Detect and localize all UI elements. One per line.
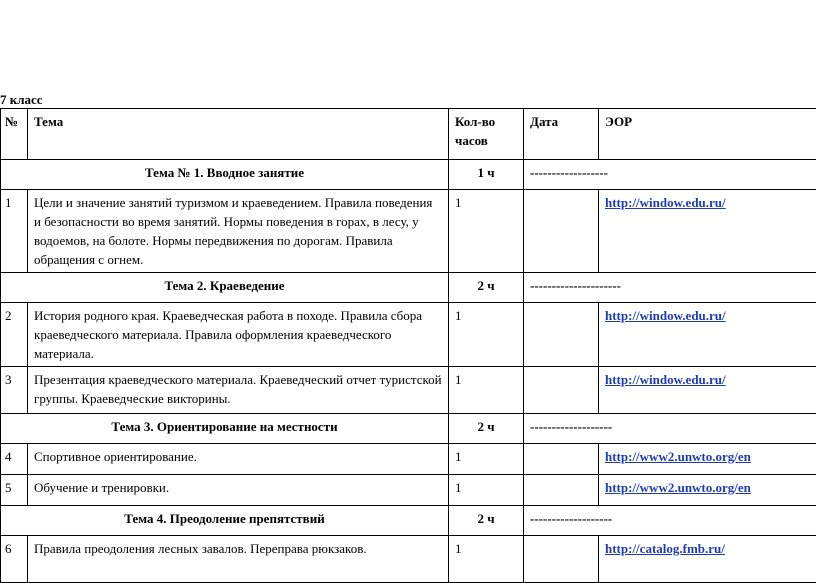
row-num: 5 (1, 475, 28, 506)
row-eor-cell (599, 536, 816, 583)
row-hours: 1 (449, 190, 524, 273)
row-hours: 1 (449, 536, 524, 583)
section-title: Тема 2. Краеведение (1, 273, 449, 303)
row-date (524, 475, 599, 506)
row-eor-cell (599, 367, 816, 414)
row-eor-cell (599, 190, 816, 273)
section-hours: 2 ч (449, 506, 524, 536)
row-topic: Правила преодоления лесных завалов. Переправа рюкзаков. (28, 536, 449, 583)
row-num: 4 (1, 444, 28, 475)
row-date (524, 444, 599, 475)
row-hours: 1 (449, 475, 524, 506)
row-eor-cell (599, 303, 816, 367)
header-num: № (1, 109, 28, 160)
row-topic: История родного края. Краеведческая работа в походе. Правила сбора краеведческого материала. Правила оформления краеведческого материала. (28, 303, 449, 367)
row-date (524, 367, 599, 414)
row-topic: Обучение и тренировки. (28, 475, 449, 506)
row-num: 2 (1, 303, 28, 367)
eor-link[interactable]: http://window.edu.ru/ (605, 195, 726, 210)
table-row (1, 190, 816, 273)
eor-link[interactable]: http://catalog.fmb.ru/ (605, 541, 725, 556)
row-eor-cell (599, 475, 816, 506)
eor-link[interactable]: http://www2.unwto.org/en (605, 480, 751, 495)
header-hours: Кол-во часов (449, 109, 524, 160)
section-dash: ------------------ (524, 160, 816, 190)
table-row (1, 536, 816, 583)
eor-link[interactable]: http://www2.unwto.org/en (605, 449, 751, 464)
row-topic: Презентация краеведческого материала. Краеведческий отчет туристской группы. Краеведческие викторины. (28, 367, 449, 414)
section-row (1, 414, 816, 444)
table-row (1, 367, 816, 414)
section-dash: --------------------- (524, 273, 816, 303)
section-title: Тема № 1. Вводное занятие (1, 160, 449, 190)
section-hours: 2 ч (449, 414, 524, 444)
row-eor-cell (599, 444, 816, 475)
table-row (1, 475, 816, 506)
lesson-plan-table (0, 108, 816, 583)
header-date: Дата (524, 109, 599, 160)
row-topic: Цели и значение занятий туризмом и краеведением. Правила поведения и безопасности во время занятий. Нормы поведения в горах, в лесу, у водоемов, на болоте. Нормы передвижения по дорогам. Правила обращения с огнем. (28, 190, 449, 273)
row-date (524, 303, 599, 367)
eor-link[interactable]: http://window.edu.ru/ (605, 308, 726, 323)
section-dash: ------------------- (524, 414, 816, 444)
section-row (1, 273, 816, 303)
row-hours: 1 (449, 444, 524, 475)
row-hours: 1 (449, 303, 524, 367)
section-row (1, 160, 816, 190)
section-row (1, 506, 816, 536)
row-hours: 1 (449, 367, 524, 414)
table-row (1, 303, 816, 367)
row-num: 6 (1, 536, 28, 583)
row-num: 1 (1, 190, 28, 273)
section-hours: 2 ч (449, 273, 524, 303)
row-num: 3 (1, 367, 28, 414)
eor-link[interactable]: http://window.edu.ru/ (605, 372, 726, 387)
row-date (524, 536, 599, 583)
table-row (1, 444, 816, 475)
section-hours: 1 ч (449, 160, 524, 190)
section-title: Тема 4. Преодоление препятствий (1, 506, 449, 536)
class-title: 7 класс (0, 92, 43, 108)
section-title: Тема 3. Ориентирование на местности (1, 414, 449, 444)
row-topic: Спортивное ориентирование. (28, 444, 449, 475)
header-topic: Тема (28, 109, 449, 160)
row-date (524, 190, 599, 273)
header-eor: ЭОР (599, 109, 816, 160)
table-header-row (1, 109, 816, 160)
section-dash: ------------------- (524, 506, 816, 536)
